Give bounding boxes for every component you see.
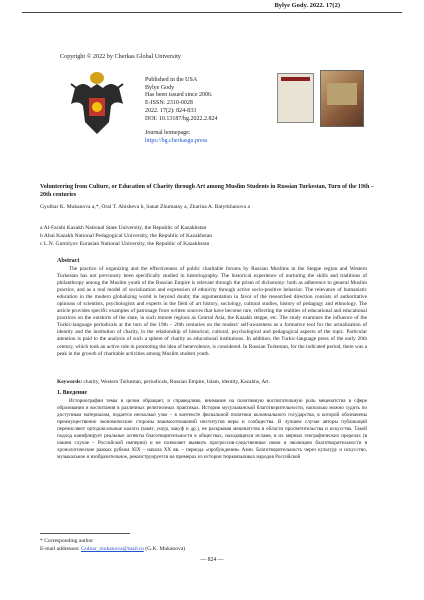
journal-issue: Bylye Gody. 2022. 17(2) bbox=[274, 2, 340, 9]
info-line-published: Published in the USA bbox=[145, 77, 198, 83]
info-line-journal: Bylye Gody bbox=[145, 84, 175, 91]
info-line-issued: Has been issued since 2006. bbox=[145, 92, 213, 99]
running-header bbox=[0, 0, 424, 14]
footnote bbox=[40, 537, 185, 553]
abstract-text: The practice of organizing and the effectiveness of public charitable forums by Russian Muslims in the Steppe region and Western Turkestan has not previously been specifically studied in historiography. The historical experience of nurturing the skills and traditions of philanthropy among the Muslim youth of the Russian Empire is relevant through the prism of dichotomy: both as adherence to general Muslim practice, and as a real model of socialization and expression of ethnicity through active socio-positive behavior. The relevance of humanistic education in the modern globalizing world is beyond doubt; the argumentation in favor of the researched direction consists of authoritative opinions of scientists, psychologists and experts in the field of art history, sociology, cultural studies, history of pedagogy and ethnology. The article provides specific examples of patronage from written sources that have become rare, reflecting the realities of educational and educational practices on the outskirts of the state, in such remote regions as Central Asia, the Kazakh steppe, etc. The study examines the influence of the Turkic-language periodicals at the turn of the 19th – 20th centuries on the readers' self-awareness as a formative tool for the actualization of identity and the institution of charity, in the relationship of historical, cultural, psychological and pedagogical aspects of the topic. Particular attention is paid to the analysis of such a sphere of charity as educational institutions. In addition, the Turkic-language press of the early 20th century, which took an active role in promoting the idea of benevolence, is considered. In Russian Turkestan, for the indicated period, there was a peak in the growth of charitable activities among Muslim student youth. bbox=[57, 266, 367, 357]
cover-illustration bbox=[327, 83, 357, 105]
abstract-heading: Abstract bbox=[57, 258, 80, 264]
keywords bbox=[57, 379, 367, 385]
cover-band bbox=[281, 77, 310, 81]
introduction-text: Историографии темы в целом обращает, и справедливо, внимание на позитивную воспитательную роль меценатства в сфере образования и воспитания в различных религиозных практиках. История мусульманской благотворительности, насколько можно судить по доступным материалам, подается несколько узко – в контексте фискальной политики колониального государства, в которой обозначены преимущественно экономические стороны взаимоотношений институтов веры и сообщества. В лучшем случае авторы публикаций перечисляют ортодоксальные налоги (закят, ушур, вакуф и др.), не раскрывая меценатства в области просветительства и искусства. Такой подход канифлирует реальные аспекты благотворительности в обществах, находящихся исламе, в их мерных географических пределах (в нашем случае – Российской империи) и не позволяет выявить прогрессив-следственные связи и эволюцию благотворительности в хронологические рамках рубежа XIX – начала XX вв. – периода «пробуждения» Азии. Благотворительность через культуру и искусство, музыкальное и изобразительное, реконструируется на примерах из истории тюркоязычных народов Российской bbox=[57, 398, 367, 461]
keywords-list: charity, Western Turkestan, periodicals, Russian Empire, Islam, identity, Kazakhs, Art. bbox=[83, 379, 270, 385]
homepage-link[interactable]: https://bg.cherkasgu.press bbox=[145, 137, 208, 144]
info-line-eissn: E-ISSN: 2310-0028 bbox=[145, 100, 193, 107]
journal-cover-large bbox=[320, 70, 364, 127]
info-line-doi: DOI: 10.13187/bg.2022.2.824 bbox=[145, 115, 218, 122]
corresponding-author-note: * Corresponding author bbox=[40, 538, 94, 544]
affiliation-b: b Abai Kazakh National Pedagogical University, the Republic of Kazakhstan bbox=[40, 232, 213, 239]
homepage-label: Journal homepage: bbox=[145, 130, 191, 137]
copyright-notice: Copyright © 2022 by Cherkas Global University bbox=[60, 53, 181, 60]
coat-of-arms-icon bbox=[65, 70, 130, 140]
email-label: E-mail addresses: bbox=[40, 546, 80, 552]
affiliation-c: c L.N. Gumilyov Eurasian National University, the Republic of Kazakhstan bbox=[40, 240, 210, 247]
affiliation-a: a Al-Farabi Kazakh National State University, the Republic of Kazakhstan bbox=[40, 225, 207, 231]
email-owner: (G.K. Mukanova) bbox=[145, 546, 186, 552]
journal-info bbox=[145, 77, 218, 146]
affiliations bbox=[40, 225, 212, 248]
info-line-pages: 2022. 17(2): 824-833 bbox=[145, 107, 197, 114]
section-heading-introduction: 1. Введение bbox=[57, 390, 88, 396]
page-number: — 824 — bbox=[200, 557, 224, 563]
journal-cover-small bbox=[277, 73, 314, 123]
footnote-divider bbox=[40, 533, 130, 534]
paper-title: Volunteering from Culture, or Education of Charity through Art among Muslim Students in Russian Turkestan, Turn of the 19th – 20th centuries bbox=[40, 184, 374, 198]
email-link[interactable]: Gulnar_mukanova@mail.ru bbox=[81, 546, 144, 552]
email-line bbox=[40, 545, 185, 553]
header-divider bbox=[22, 12, 402, 13]
author-list: Gyulbar K. Mukanova a,*, Oral T. Abisheva b, Sanat Zhumatay a, Zharina A. Batyrkhanova a bbox=[40, 204, 250, 210]
keywords-label: Keywords: bbox=[57, 379, 83, 385]
